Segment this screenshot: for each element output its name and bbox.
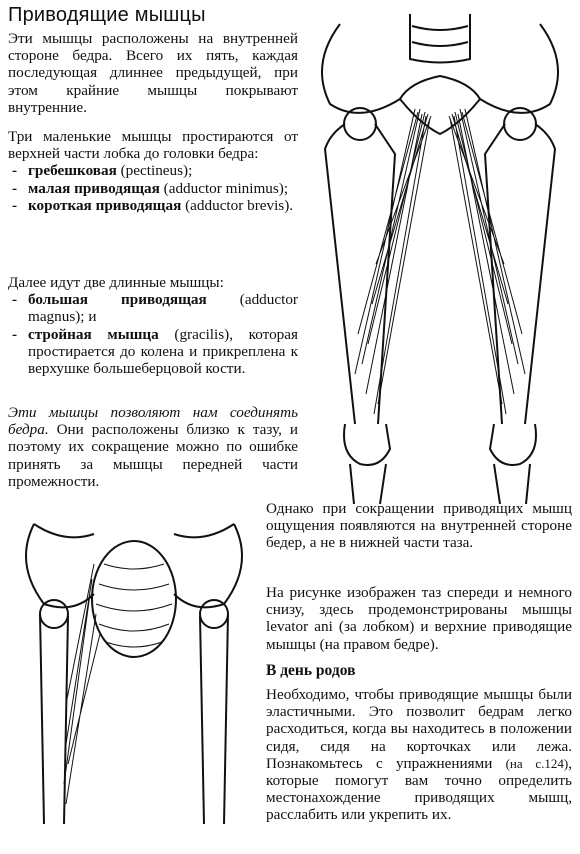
- list-item: - короткая приводящая (adductor brevis).: [12, 196, 294, 214]
- paragraph: Эти мышцы позволяют нам соединять бедра. Они расположены близко к тазу, и поэтому их сокращение можно по ошибке принять за мышцы передней части промежности.: [8, 404, 298, 490]
- text-block-figure-caption: [266, 584, 572, 653]
- text-block-small-muscles: [8, 128, 298, 214]
- long-muscles-list: [8, 291, 298, 377]
- text-block-labor: [266, 686, 572, 824]
- paragraph: Однако при сокращении приводящих мышц ощущения появляются на внутренней стороне бедер, а не в нижней части таза.: [266, 500, 572, 552]
- list-item: - гребешковая (pectineus);: [12, 162, 193, 180]
- text-block-intro: [8, 30, 298, 116]
- paragraph: Далее идут две длинные мышцы:: [8, 274, 224, 291]
- paragraph: Эти мышцы расположены на внутренней стороне бедра. Всего их пять, каждая последующая длиннее предыдущей, при этом крайние мышцы покрывают внутренние.: [8, 30, 298, 116]
- pelvis-levator-illustration: [4, 504, 264, 844]
- paragraph: Три маленькие мышцы простираются от верхней части лобка до головки бедра:: [8, 128, 298, 163]
- list-item: - стройная мышца (gracilis), которая простирается до колена и прикреплена к верхушке большеберцовой кости.: [12, 325, 298, 378]
- paragraph: На рисунке изображен таз спереди и немного снизу, здесь продемонстрированы мышцы levator ani (за лобком) и верхние приводящие мышцы (на правом бедре).: [266, 584, 572, 653]
- page-title: Приводящие мышцы: [8, 4, 206, 26]
- legs-adductor-illustration: [300, 4, 570, 504]
- section-heading: В день родов: [266, 662, 356, 679]
- list-item: - большая приводящая (adductor magnus); и: [12, 291, 298, 326]
- small-muscles-list: [8, 162, 298, 214]
- text-block-long-muscles: [8, 274, 298, 377]
- text-block-sensation: [266, 500, 572, 552]
- list-item: - малая приводящая (adductor minimus);: [12, 179, 289, 197]
- paragraph: Необходимо, чтобы приводящие мышцы были эластичными. Это позволит бедрам легко расходиться, когда вы находитесь в положении сидя, сидя на корточках или лежа. Познакомьтесь с упражнениями (на с.124), которые помогут вам точно определить местонахождение приводящих мышц, расслабить или укрепить их.: [266, 686, 572, 824]
- text-block-function: [8, 404, 298, 490]
